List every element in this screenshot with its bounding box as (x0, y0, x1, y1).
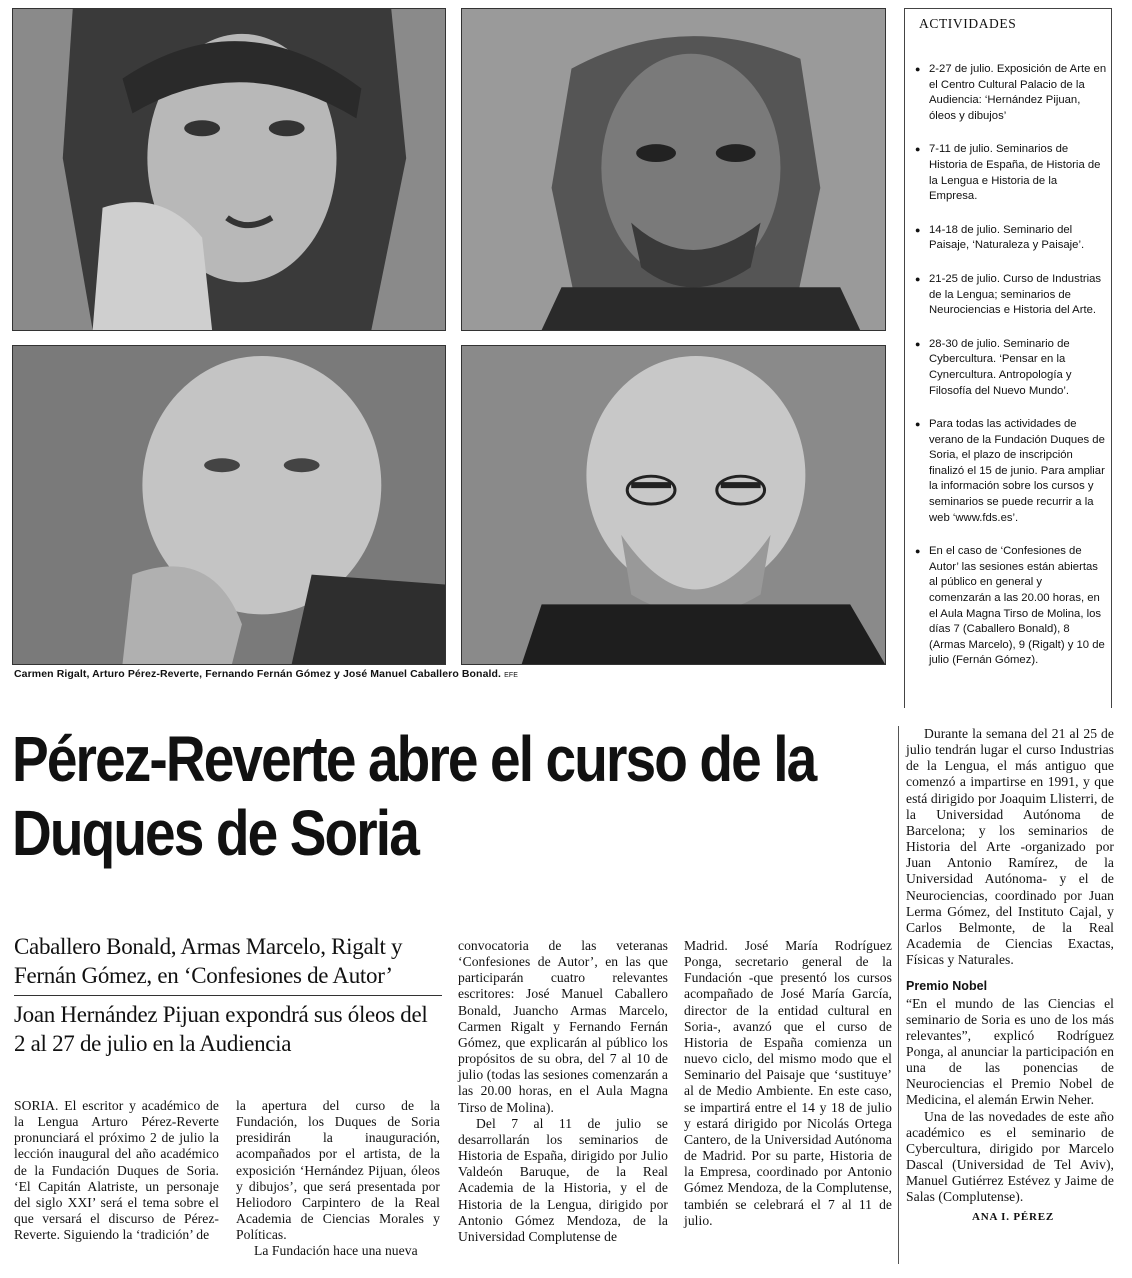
body-paragraph: Durante la semana del 21 al 25 de julio tendrán lugar el curso Industrias de la Lengua, el más antiguo que comenzó a impartirse en 1991, y que está dirigido por Joaquim Llisterri, de la Universidad Autónoma de Barcelona; y los seminarios de Historia del Arte -organizado por Juan Antonio Ramírez, de la Universidad Autónoma- y el de Neurociencias, coordinado por Juan Lerma Gómez, del Instituto Cajal, y Carlos Belmonte, de la Real Academia de Ciencias Exactas, Físicas y Naturales. (906, 726, 1114, 968)
column-divider (898, 726, 899, 1264)
activity-item: ● Para todas las actividades de verano de la Fundación Duques de Soria, el plazo de inscripción finalizó el 15 de junio. Para ampliar la información sobre los cursos y seminarios se puede recurrir a la web ‘www.fds.es’. (915, 417, 1107, 526)
body-paragraph: La Fundación hace una nueva (254, 1243, 418, 1259)
body-paragraph: convocatoria de las veteranas ‘Confesiones de Autor’, en las que participarán cuatro relevantes escritores: José Manuel Caballero Bonald, Juancho Armas Marcelo, Carmen Rigalt y Fernando Fernán Gómez, que explicarán al público los propósitos de su obra, del 7 al 10 de julio (todas las sesiones comenzarán a las 20.00 horas, en el Aula Magna Tirso de Molina). (458, 938, 668, 1115)
body-paragraph: Madrid. José María Rodríguez Ponga, secretario general de la Fundación -que presentó los cursos acompañado de José María García, director de la entidad cultural en Soria-, avanzó que el curso de Historia de España comienza un nuevo ciclo, del mismo modo que el Seminario del Paisaje que ‘sustituye’ al de Medio Ambiente. En este caso, se impartirá entre el 14 y 18 de julio y estará dirigido por Nicolás Ortega Cantero, de la Universidad Autónoma de Madrid. Por su parte, Historia de la Empresa, coordinado por Antonio Gómez Mendoza, de la Complutense, también se celebrará el 7 al 11 de julio. (684, 938, 892, 1228)
body-column-2 (236, 1098, 440, 1260)
activity-item: ● En el caso de ‘Confesiones de Autor’ las sesiones están abiertas al público en general y comenzarán a las 20.00 horas, en el Aula Magna Tirso de Molina, los días 7 (Caballero Bonald), 8 (Armas Marcelo), 9 (Rigalt) y 10 de julio (Fernán Gómez). (915, 544, 1107, 669)
body-paragraph: Del 7 al 11 de julio se desarrollarán los seminarios de Historia de España, dirigido por Julio Valdeón Baruque, de la Real Academia de la Historia, y el de Historia de la Lengua, dirigido por Antonio Gómez Mendoza, de la Universidad Complutense de (458, 1115, 668, 1244)
sidebar-title: ACTIVIDADES (919, 16, 1017, 31)
section-subhead: Premio Nobel (906, 979, 988, 994)
activity-item: ● 7-11 de julio. Seminarios de Historia de España, de Historia de la Lengua e Historia de la Empresa. (915, 142, 1107, 204)
body-column-3 (458, 938, 668, 1245)
subheadline-divider (14, 995, 442, 996)
activity-item: ● 14-18 de julio. Seminario del Paisaje, ‘Naturaleza y Paisaje’. (915, 223, 1107, 254)
photo-caption (14, 668, 894, 680)
subheadline-1: Caballero Bonald, Armas Marcelo, Rigalt y Fernán Gómez, en ‘Confesiones de Autor’ (14, 934, 403, 988)
activity-item: ● 28-30 de julio. Seminario de Cybercultura. ‘Pensar en la Cynercultura. Antropología y Filosofía del Nuevo Mundo’. (915, 337, 1107, 399)
activity-item: ● 2-27 de julio. Exposición de Arte en el Centro Cultural Palacio de la Audiencia: ‘Hernández Pijuan, óleos y dibujos’ (915, 62, 1107, 124)
body-column-1 (14, 1098, 219, 1243)
body-column-4 (684, 938, 892, 1229)
activities-sidebar (904, 8, 1112, 708)
body-paragraph: SORIA. El escritor y académico de la Lengua Arturo Pérez-Reverte pronunciará el próximo 2 de julio la lección inaugural del año académico de la Fundación Duques de Soria. ‘El Capitán Alatriste, un personaje del siglo XXI’ será el tema sobre el que versará el discurso de Pérez-Reverte. Siguiendo la ‘tradición’ de (14, 1098, 219, 1243)
headline: Pérez-Reverte abre el curso de la Duques de Soria (12, 723, 816, 869)
subheadline-2: Joan Hernández Pijuan expondrá sus óleos del 2 al 27 de julio en la Audiencia (14, 1002, 428, 1056)
caption-credit: EFE (504, 672, 518, 679)
photo-fernando-fernan-gomez (12, 345, 446, 665)
activities-list (915, 62, 1107, 687)
body-paragraph: la apertura del curso de la Fundación, los Duques de Soria presidirán la inauguración, acompañados por el artista, de la exposición ‘Hernández Pijuan, óleos y dibujos’, que será presentada por Heliodoro Carpintero de la Real Academia de Ciencias Morales y Políticas. (236, 1098, 440, 1243)
body-column-5 (906, 726, 1114, 1225)
byline: ANA I. PÉREZ (971, 1210, 1054, 1223)
caption-text: Carmen Rigalt, Arturo Pérez-Reverte, Fernando Fernán Gómez y José Manuel Caballero Bonald. (14, 668, 502, 680)
body-paragraph: “En el mundo de las Ciencias el seminario de Soria es uno de los más relevantes”, explicó Rodríguez Ponga, al anunciar la participación en una de las ponencias de Neurociencias el Premio Nobel de Medicina, el alemán Erwin Neher. (906, 995, 1114, 1108)
photo-caballero-bonald (461, 345, 886, 665)
body-paragraph: Una de las novedades de este año académico es el seminario de Cybercultura, dirigido por Marcelo Dascal (Universidad de Tel Aviv), Manuel Gutiérrez Estévez y Jaime de Salas (Complutense). (906, 1108, 1114, 1205)
photo-carmen-rigalt (12, 8, 446, 331)
photo-arturo-perez-reverte (461, 8, 886, 331)
activity-item: ● 21-25 de julio. Curso de Industrias de la Lengua; seminarios de Neurociencias e Historia del Arte. (915, 272, 1107, 319)
